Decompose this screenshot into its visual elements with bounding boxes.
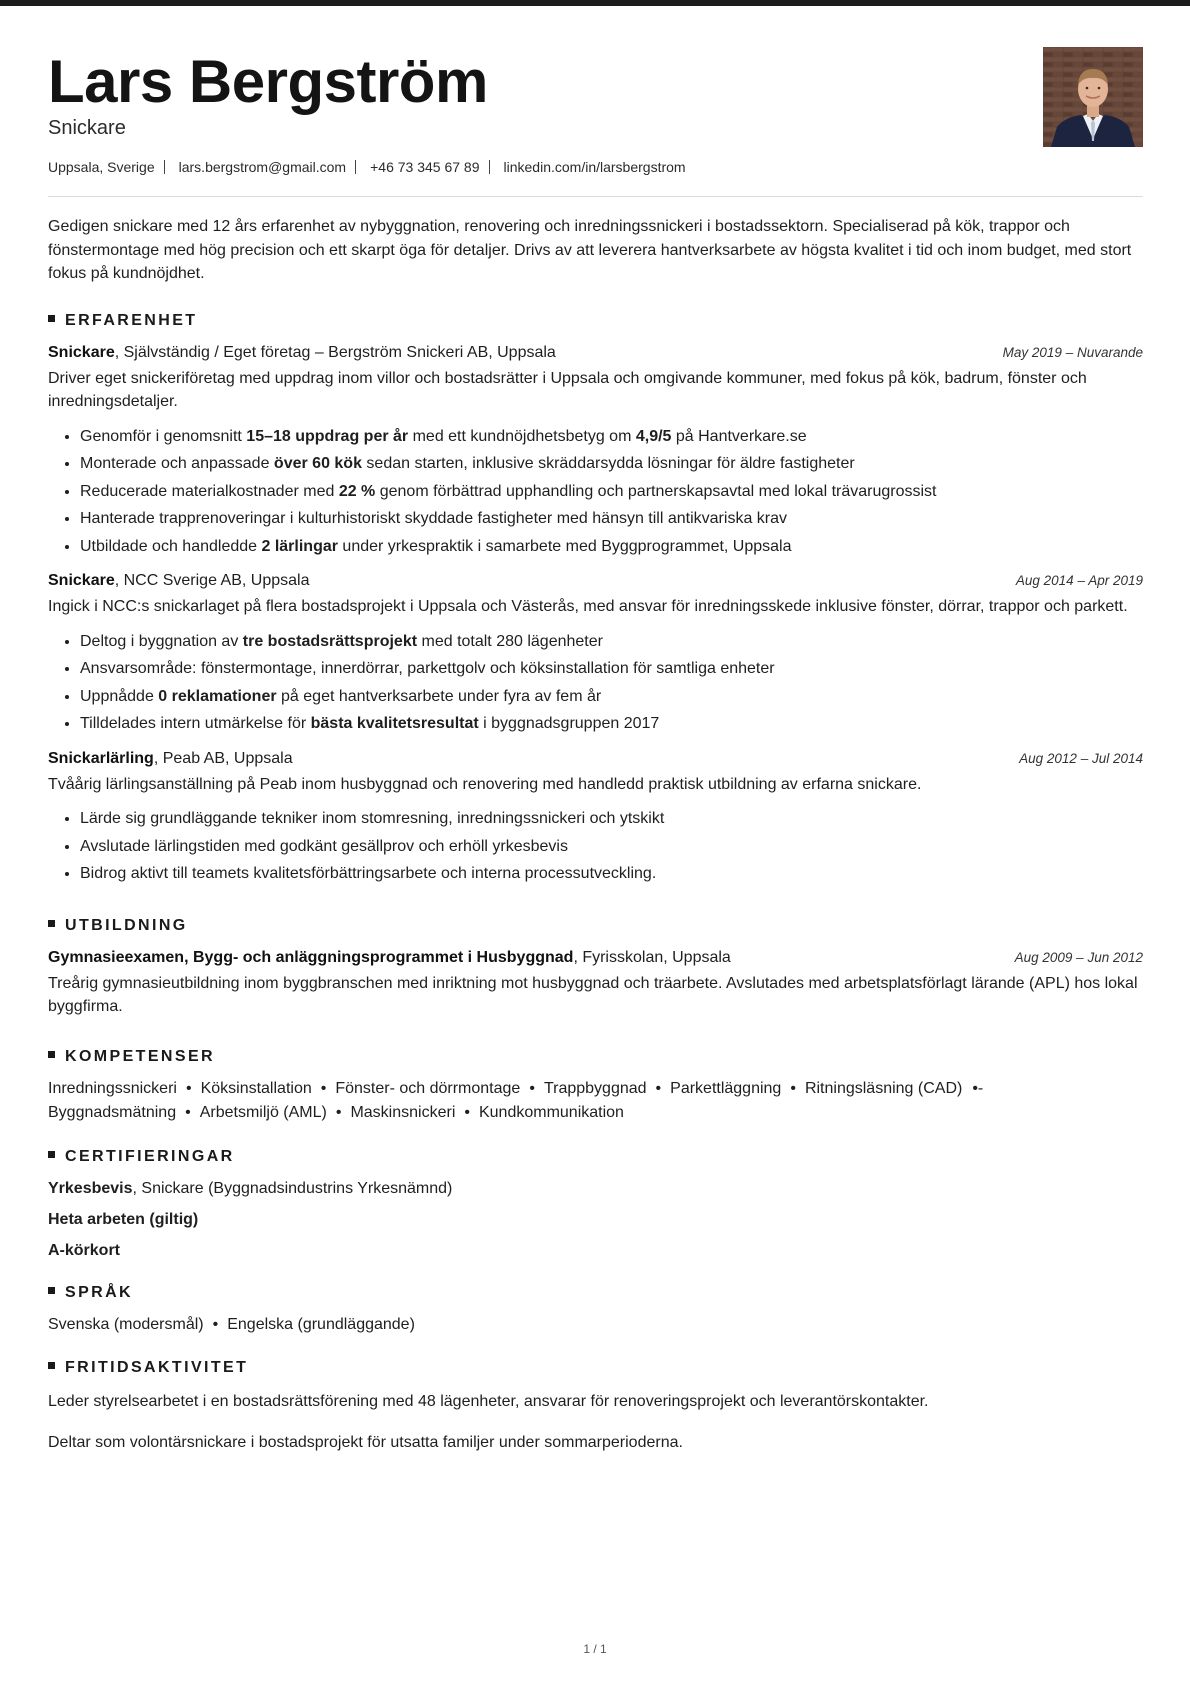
bullet-square-icon xyxy=(48,315,55,322)
contact-divider xyxy=(164,160,165,174)
job-heading xyxy=(48,342,1143,364)
languages-list: Svenska (modersmål) • Engelska (grundläggande) xyxy=(48,1315,415,1333)
education-degree: Gymnasieexamen, Bygg- och anläggningsprogrammet i Husbyggnad xyxy=(48,948,574,966)
achievement-item: • Lärde sig grundläggande tekniker inom stomresning, inredningssnickeri och ytskikt xyxy=(80,805,1143,833)
skill-item: Fönster- och dörrmontage xyxy=(335,1079,521,1097)
achievement-item: • Ansvarsområde: fönstermontage, innerdörrar, parkettgolv och köksinstallation för samtliga enheter xyxy=(80,655,1143,683)
page-number: 1 / 1 xyxy=(583,1642,607,1656)
education-school: , Fyrisskolan, Uppsala xyxy=(573,948,731,966)
section-heading-experience: ERFARENHET xyxy=(48,311,1143,331)
leisure-item: Leder styrelsearbetet i en bostadsrättsförening med 48 lägenheter, ansvarar för renoveringsprojekt och leverantörskontakter. xyxy=(48,1392,929,1410)
achievement-item: • Bidrog aktivt till teamets kvalitetsförbättringsarbete och interna processutveckling. xyxy=(80,860,1143,888)
education-dates: Aug 2009 – Jun 2012 xyxy=(1014,949,1143,965)
job-employer: , NCC Sverige AB, Uppsala xyxy=(114,572,310,589)
professional-summary: Gedigen snickare med 12 års erfarenhet av nybyggnation, renovering och inredningssnickeri i bostadssektorn. Specialiserad på kök, trappor och fönstermontage med hög precision och ett skarpt öga för detaljer. Drivs av att leverera hantverksarbete av högsta kvalitet i tid och inom budget, med stort fokus på kundnöjdhet. xyxy=(48,218,1132,282)
achievement-item: • Reducerade materialkostnader med 22 % genom förbättrad upphandling och partnerskapsavtal med lokal trävarugrossist xyxy=(80,478,1143,506)
education-description: Treårig gymnasieutbildning inom byggbranschen med inriktning mot husbyggnad och träarbete. Avslutades med arbetsplatsförlagt lärande (APL) hos lokal byggfirma. xyxy=(48,974,1138,1015)
skill-item: Trappbyggnad xyxy=(543,1079,647,1097)
contact-email[interactable]: lars.bergstrom@gmail.com xyxy=(178,159,347,175)
bullet-square-icon xyxy=(48,1362,55,1369)
contact-line xyxy=(48,159,686,175)
resume-page xyxy=(48,0,1143,1454)
bullet-square-icon xyxy=(48,1051,55,1058)
section-heading-certifications: CERTIFIERINGAR xyxy=(48,1147,1143,1167)
achievement-item: • Monterade och anpassade över 60 kök sedan starten, inklusive skräddarsydda lösningar för äldre fastigheter xyxy=(80,450,1143,478)
job-heading xyxy=(48,748,1143,770)
skill-item: Kundkommunikation xyxy=(478,1103,624,1121)
skill-item: Byggnadsmätning xyxy=(48,1103,177,1121)
job-description: Driver eget snickeriföretag med uppdrag inom villor och bostadsrätter i Uppsala och omgivande kommuner, med fokus på kök, badrum, fönster och inredningsdetaljer. xyxy=(48,369,1087,410)
skill-item: Inredningssnickeri xyxy=(48,1079,177,1097)
job-achievements xyxy=(48,628,1143,738)
job-dates: Aug 2014 – Apr 2019 xyxy=(1015,573,1143,588)
resume-header xyxy=(48,0,1143,197)
candidate-name: Lars Bergström xyxy=(48,48,488,115)
job-employer: , Självständig / Eget företag – Bergström Snickeri AB, Uppsala xyxy=(114,343,556,361)
achievement-item: • Genomför i genomsnitt 15–18 uppdrag per år med ett kundnöjdhetsbetyg om 4,9/5 på Hantverkare.se xyxy=(80,423,1143,451)
candidate-title: Snickare xyxy=(48,117,126,139)
contact-phone[interactable]: +46 73 345 67 89 xyxy=(370,159,480,175)
section-heading-leisure: FRITIDSAKTIVITET xyxy=(48,1358,1143,1378)
section-heading-languages: SPRÅK xyxy=(48,1283,1143,1303)
contact-location: Uppsala, Sverige xyxy=(48,159,155,175)
leisure-item: Deltar som volontärsnickare i bostadsprojekt för utsatta familjer under sommarperioderna. xyxy=(48,1433,683,1451)
job-dates: May 2019 – Nuvarande xyxy=(1002,344,1143,360)
language-item: Engelska (grundläggande) xyxy=(227,1315,415,1333)
bullet-square-icon xyxy=(48,1151,55,1158)
skills-row: Inredningssnickeri • Köksinstallation • Fönster- och dörrmontage • Trappbyggnad • Parkettläggning • Ritningsläsning (CAD) •- xyxy=(48,1079,984,1097)
job-achievements xyxy=(48,423,1143,561)
job-entry xyxy=(48,570,1143,738)
achievement-item: • Utbildade och handledde 2 lärlingar under yrkespraktik i samarbete med Byggprogrammet, Uppsala xyxy=(80,533,1143,561)
profile-photo-image xyxy=(1043,47,1143,147)
certification-item: Heta arbeten (giltig) xyxy=(48,1210,199,1228)
skill-item: Parkettläggning xyxy=(670,1079,782,1097)
bullet-square-icon xyxy=(48,920,55,927)
profile-photo xyxy=(1043,47,1143,147)
job-employer: , Peab AB, Uppsala xyxy=(153,749,293,767)
achievement-item: • Uppnådde 0 reklamationer på eget hantverksarbete under fyra av fem år xyxy=(80,683,1143,711)
skill-item: Maskinsnickeri xyxy=(350,1103,456,1121)
contact-divider xyxy=(489,160,490,174)
education-entry xyxy=(48,947,1143,1019)
achievement-item: • Tilldelades intern utmärkelse för bästa kvalitetsresultat i byggnadsgruppen 2017 xyxy=(80,710,1143,738)
job-role: Snickare xyxy=(48,572,115,589)
skill-item: Köksinstallation xyxy=(200,1079,312,1097)
job-achievements xyxy=(48,805,1143,888)
skills-list xyxy=(48,1077,1143,1125)
bullet-square-icon xyxy=(48,1287,55,1294)
skill-item: Arbetsmiljö (AML) xyxy=(199,1103,327,1121)
job-description: Ingick i NCC:s snickarlaget på flera bostadsprojekt i Uppsala och Västerås, med ansvar för inredningsskede inklusive fönster, dörrar, trappor och parkett. xyxy=(48,598,1128,615)
job-description: Tvåårig lärlingsanställning på Peab inom husbyggnad och renovering med handledd praktisk utbildning av erfarna snickare. xyxy=(48,775,922,793)
section-heading-skills: KOMPETENSER xyxy=(48,1047,1143,1067)
job-role: Snickarlärling xyxy=(48,749,154,767)
skills-row: Byggnadsmätning • Arbetsmiljö (AML) • Maskinsnickeri • Kundkommunikation xyxy=(48,1103,624,1121)
education-heading xyxy=(48,947,1143,969)
language-item: Svenska (modersmål) xyxy=(48,1315,204,1333)
achievement-item: • Hanterade trapprenoveringar i kulturhistoriskt skyddade fastigheter med hänsyn till antikvariska krav xyxy=(80,505,1143,533)
job-entry xyxy=(48,342,1143,561)
certification-item: Yrkesbevis, Snickare (Byggnadsindustrins Yrkesnämnd) xyxy=(48,1179,453,1197)
contact-divider xyxy=(355,160,356,174)
section-heading-education: UTBILDNING xyxy=(48,916,1143,936)
achievement-item: • Avslutade lärlingstiden med godkänt gesällprov och erhöll yrkesbevis xyxy=(80,833,1143,861)
job-dates: Aug 2012 – Jul 2014 xyxy=(1019,750,1143,766)
job-heading xyxy=(48,570,1143,592)
job-entry xyxy=(48,748,1143,888)
certification-item: A-körkort xyxy=(48,1241,121,1259)
skill-item: Ritningsläsning (CAD) xyxy=(804,1079,963,1097)
skills-line-end: •- xyxy=(972,1079,984,1097)
job-role: Snickare xyxy=(48,343,115,361)
achievement-item: • Deltog i byggnation av tre bostadsrättsprojekt med totalt 280 lägenheter xyxy=(80,628,1143,656)
contact-linkedin[interactable]: linkedin.com/in/larsbergstrom xyxy=(503,159,686,175)
